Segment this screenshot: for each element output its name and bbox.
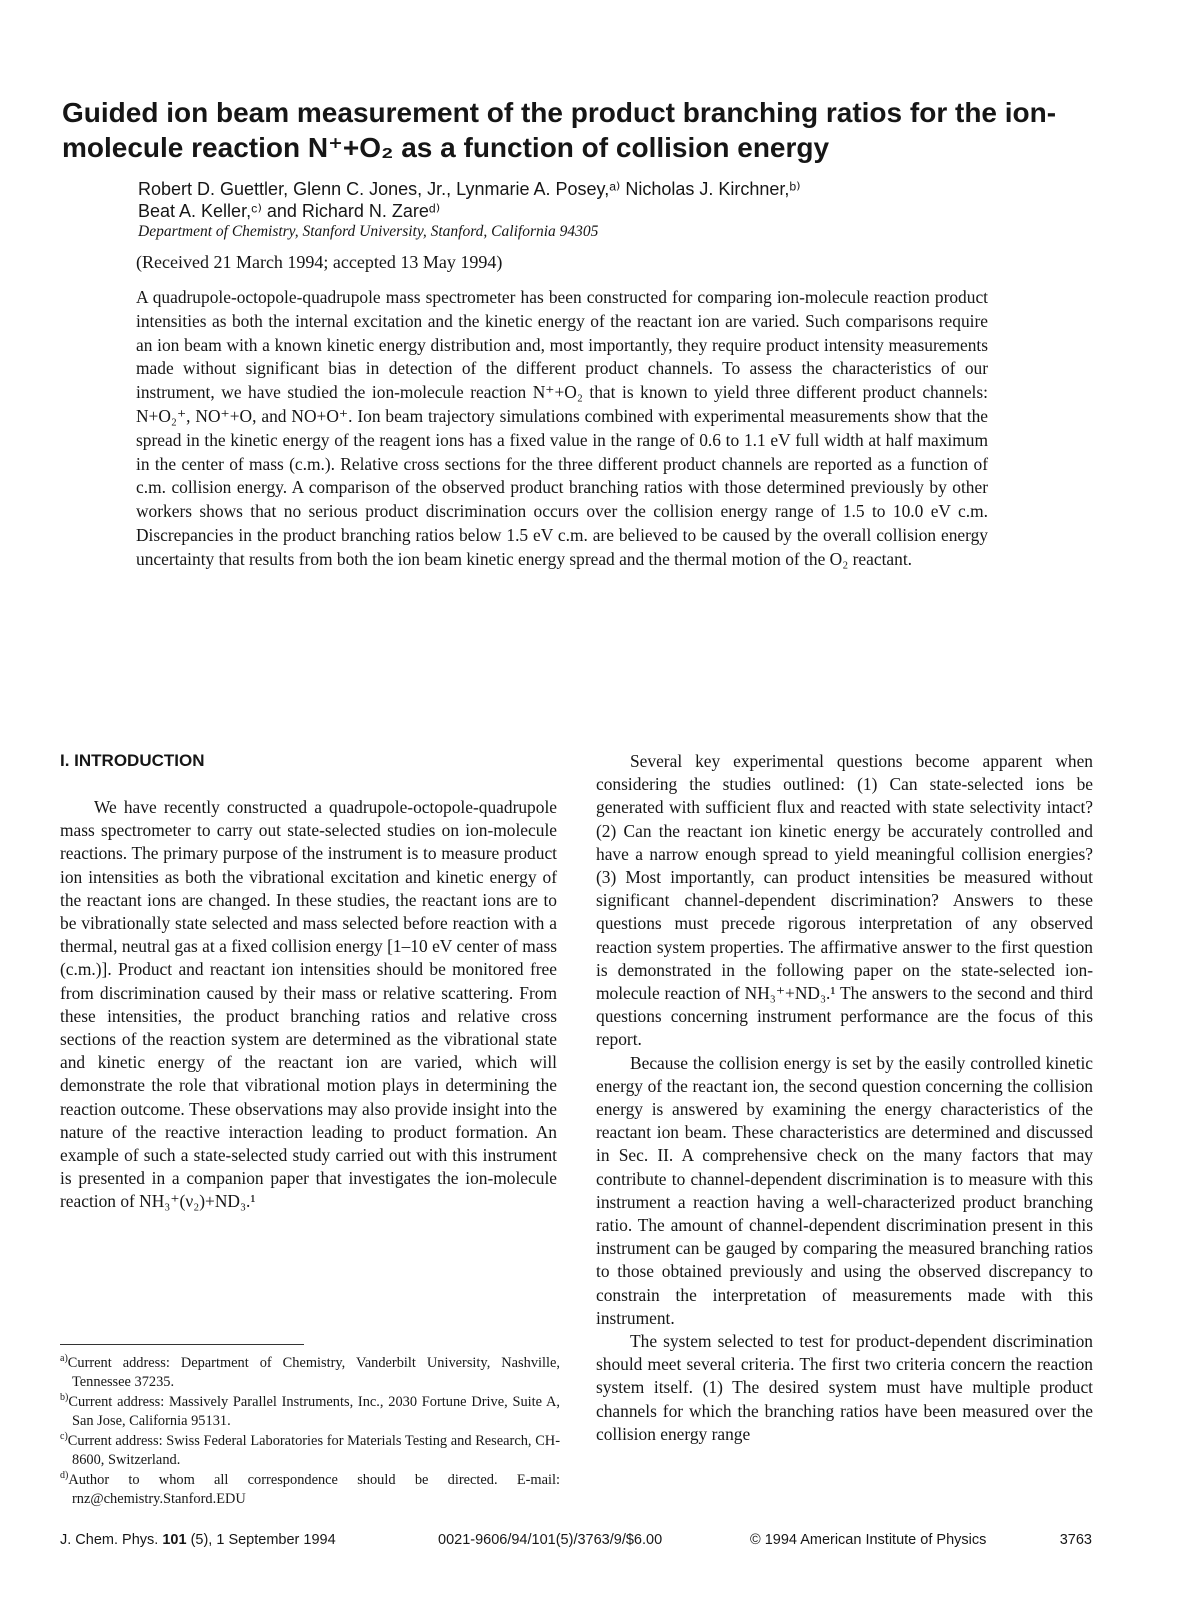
article-code: 0021-9606/94/101(5)/3763/9/$6.00: [438, 1532, 663, 1548]
footnote-divider: [60, 1344, 304, 1345]
footnote-c: [60, 1432, 560, 1470]
journal-name: J. Chem. Phys.: [60, 1532, 159, 1548]
section-heading-introduction: I. INTRODUCTION: [60, 751, 205, 770]
footnote-text: Current address: Swiss Federal Laboratories for Materials Testing and Research, CH-8600, Switzerland.: [67, 1433, 560, 1468]
issue-date: (5), 1 September 1994: [190, 1532, 336, 1548]
footnote-mark: d): [60, 1470, 69, 1482]
page-number: 3763: [1059, 1532, 1092, 1548]
received-dates: (Received 21 March 1994; accepted 13 May 1994): [136, 252, 503, 272]
intro-paragraph-1: We have recently constructed a quadrupole-octopole-quadrupole mass spectrometer to carry out state-selected studies on ion-molecule reactions. The primary purpose of the instrument is to measure product ion intensities as both the vibrational excitation and kinetic energy of the reactant ions are changed. In these studies, the reactant ions are to be vibrationally state selected and mass selected before reaction with a thermal, neutral gas at a fixed collision energy [1–10 eV center of mass (c.m.)]. Product and reactant ion intensities should be monitored free from discrimination caused by their mass or relative scattering. From these intensities, the product branching ratios and relative cross sections of the reaction system are determined as the vibrational state and kinetic energy of the reactant ion are varied, which will demonstrate the role that vibrational motion plays in determining the reaction outcome. These observations may also provide insight into the nature of the reactive interaction leading to product formation. An example of such a state-selected study carried out with this instrument is presented in a companion paper that investigates the ion-molecule reaction of NH₃⁺(ν₂)+ND₃.¹: [60, 797, 557, 1212]
column-left: [60, 750, 557, 1214]
footnotes: [60, 1354, 560, 1510]
footnote-text: Current address: Department of Chemistry, Vanderbilt University, Nashville, Tennessee 37235.: [67, 1355, 560, 1390]
affiliation: Department of Chemistry, Stanford University, Stanford, California 94305: [138, 223, 599, 240]
column-right: [596, 750, 1093, 1446]
copyright-notice: © 1994 American Institute of Physics: [750, 1532, 987, 1548]
page-footer: [60, 1532, 1092, 1554]
paper-title: Guided ion beam measurement of the product branching ratios for the ion-molecule reaction N⁺+O₂ as a function of collision energy: [62, 97, 1057, 163]
authors-line-2: Beat A. Keller,ᶜ⁾ and Richard N. Zareᵈ⁾: [138, 201, 441, 221]
footnote-mark: a): [60, 1353, 68, 1365]
footnote-text: Current address: Massively Parallel Instruments, Inc., 2030 Fortune Drive, Suite A, San Jose, California 95131.: [68, 1394, 560, 1429]
volume-number: 101: [162, 1532, 187, 1548]
footnote-mark: b): [60, 1392, 69, 1404]
author-list: [138, 178, 1038, 222]
abstract: A quadrupole-octopole-quadrupole mass spectrometer has been constructed for comparing ion-molecule reaction product intensities as both the internal excitation and the kinetic energy of the reactant ion are varied. Such comparisons require an ion beam with a known kinetic energy distribution and, most importantly, they require product intensity measurements made without significant bias in detection of the different product channels. To assess the characteristics of our instrument, we have studied the ion-molecule reaction N⁺+O₂ that is known to yield three different product channels: N+O₂⁺, NO⁺+O, and NO+O⁺. Ion beam trajectory simulations combined with experimental measurements show that the spread in the kinetic energy of the reagent ions has a fixed value in the range of 0.6 to 1.1 eV full width at half maximum in the center of mass (c.m.). Relative cross sections for the three different product channels are reported as a function of c.m. collision energy. A comparison of the observed product branching ratios with those determined previously by other workers shows that no serious product discrimination occurs over the collision energy range of 1.5 to 10.0 eV c.m. Discrepancies in the product branching ratios below 1.5 eV c.m. are believed to be caused by the overall collision energy uncertainty that results from both the ion beam kinetic energy spread and the thermal motion of the O₂ reactant.: [136, 287, 988, 569]
intro-paragraph-2: Several key experimental questions become apparent when considering the studies outlined: (1) Can state-selected ions be generated with sufficient flux and reacted with state selectivity intact? (2) Can the reactant ion kinetic energy be accurately controlled and have a narrow enough spread to yield meaningful collision energies? (3) Most importantly, can product intensities be measured without significant channel-dependent discrimination? Answers to these questions must precede rigorous interpretation of any observed reaction system properties. The affirmative answer to the first question is demonstrated in the following paper on the state-selected ion-molecule reaction of NH₃⁺+ND₃.¹ The answers to the second and third questions concerning instrument performance are the focus of this report.: [596, 751, 1093, 1050]
intro-paragraph-4: The system selected to test for product-dependent discrimination should meet several criteria. The first two criteria concern the reaction system itself. (1) The desired system must have multiple product channels for which the branching ratios have been measured over the collision energy range: [596, 1331, 1093, 1444]
intro-paragraph-3: Because the collision energy is set by the easily controlled kinetic energy of the reactant ion, the second question concerning the collision energy is answered by examining the energy characteristics of the reactant ion beam. These characteristics are determined and discussed in Sec. II. A comprehensive check on the many factors that may contribute to channel-dependent discrimination is to measure with this instrument a reaction having a well-characterized product branching ratio. The amount of channel-dependent discrimination present in this instrument can be gauged by comparing the measured branching ratios to those obtained previously and using the observed discrepancy to constrain the interpretation of measurements made with this instrument.: [596, 1052, 1093, 1328]
footnote-mark: c): [60, 1431, 68, 1443]
footnote-a: [60, 1354, 560, 1392]
footnote-d: [60, 1471, 560, 1509]
footnote-text: Author to whom all correspondence should be directed. E-mail: rnz@chemistry.Stanford.EDU: [68, 1472, 560, 1507]
footnote-b: [60, 1393, 560, 1431]
journal-citation: [60, 1532, 336, 1548]
authors-line-1: Robert D. Guettler, Glenn C. Jones, Jr., Lynmarie A. Posey,ᵃ⁾ Nicholas J. Kirchner,ᵇ⁾: [138, 179, 801, 199]
